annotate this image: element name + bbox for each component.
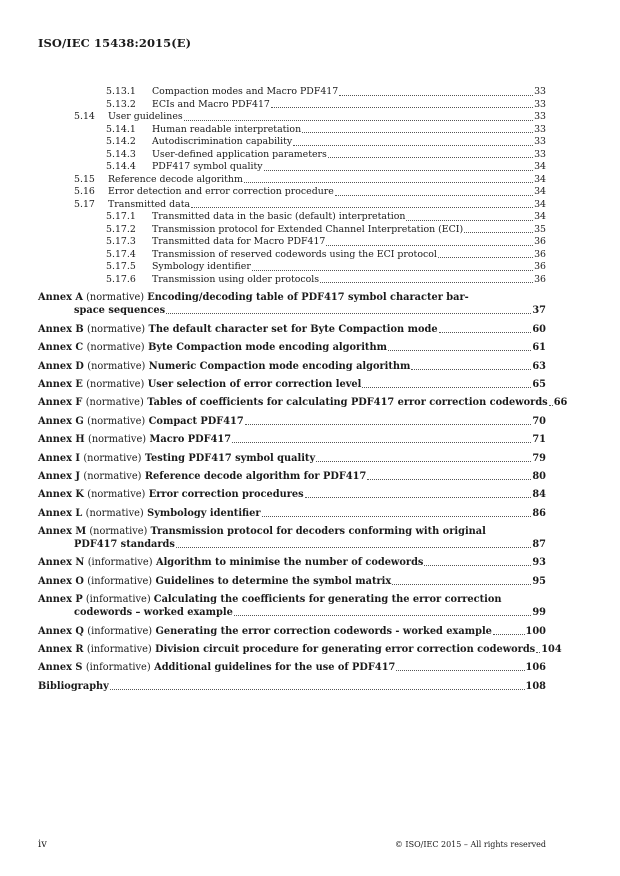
annex-type: (normative) <box>87 360 146 372</box>
annex-title: Tables of coefficients for calculating PDF417 error correction codewords <box>147 397 548 409</box>
annex-title: Encoding/decoding table of PDF417 symbol character bar- <box>147 292 469 304</box>
annex-type: (normative) <box>83 470 142 482</box>
toc-annex-d[interactable] <box>38 360 546 373</box>
section-number: 5.14.1 <box>106 123 136 135</box>
section-number: 5.17 <box>74 198 95 210</box>
leader-dots <box>245 424 532 425</box>
leader-dots <box>424 565 531 566</box>
leader-dots <box>232 442 531 443</box>
annex-type: (normative) <box>87 323 146 335</box>
section-title: Transmitted data for Macro PDF417 <box>152 236 326 247</box>
toc-bibliography[interactable] <box>38 680 546 693</box>
annex-page: 66 <box>553 397 568 409</box>
annex-page: 95 <box>532 575 546 587</box>
bibliography-title: Bibliography <box>38 680 109 692</box>
section-number: 5.14.4 <box>106 161 136 172</box>
annex-label: Annex C <box>38 342 84 354</box>
toc-annex-a[interactable] <box>38 291 546 317</box>
leader-dots <box>166 313 531 314</box>
section-title: Symbology identifier <box>152 261 251 272</box>
section-page: 36 <box>534 273 546 285</box>
toc-annex-q[interactable] <box>38 625 546 638</box>
section-page: 33 <box>534 86 546 97</box>
section-title: Transmission of reserved codewords using the ECI protocol <box>152 248 437 260</box>
toc-annex-m[interactable] <box>38 525 546 551</box>
annex-page: 100 <box>525 625 546 637</box>
annex-type: (normative) <box>87 489 146 501</box>
section-number: 5.17.1 <box>106 211 136 222</box>
toc-section-5-13-2[interactable] <box>38 99 546 112</box>
annex-title: Symbology identifier <box>147 507 261 519</box>
annex-title: Testing PDF417 symbol quality <box>144 452 316 464</box>
annex-label: Annex H <box>38 434 85 446</box>
annex-type: (normative) <box>87 415 146 427</box>
annex-type: (informative) <box>87 625 153 637</box>
annex-label: Annex A <box>38 292 83 304</box>
annex-type: (informative) <box>85 662 151 674</box>
annex-label: Annex Q <box>38 625 84 637</box>
annex-page: 63 <box>532 360 546 372</box>
leader-dots <box>438 257 533 258</box>
annex-label: Annex S <box>38 662 83 674</box>
leader-dots <box>392 584 531 585</box>
annex-label: Annex K <box>38 489 84 501</box>
toc-section-5-17-1[interactable] <box>38 211 546 224</box>
annex-page: 71 <box>532 434 546 446</box>
bibliography-page: 108 <box>525 680 546 692</box>
leader-dots <box>244 182 533 183</box>
section-title: Error detection and error correction procedure <box>108 186 334 197</box>
section-title: Reference decode algorithm <box>108 173 243 185</box>
leader-dots <box>176 547 531 548</box>
annex-page: 84 <box>532 489 546 501</box>
annex-title-cont: PDF417 standards <box>74 539 175 551</box>
annex-type: (normative) <box>86 342 145 354</box>
section-page: 35 <box>534 223 546 235</box>
toc-annex-n[interactable] <box>38 556 546 569</box>
annex-label: Annex I <box>38 452 80 464</box>
annex-page: 60 <box>532 323 546 335</box>
annex-label: Annex P <box>38 594 83 606</box>
annex-page: 70 <box>532 415 546 427</box>
section-number: 5.14 <box>74 111 95 122</box>
toc-section-5-17[interactable] <box>38 199 546 212</box>
section-page: 33 <box>534 148 546 160</box>
toc-annex-f[interactable] <box>38 396 568 409</box>
annex-title: The default character set for Byte Compaction mode <box>148 323 438 335</box>
annex-label: Annex J <box>38 470 80 482</box>
section-page: 34 <box>534 161 546 172</box>
section-title: User guidelines <box>108 111 183 122</box>
toc-annex-i[interactable] <box>38 452 546 465</box>
section-page: 34 <box>534 173 546 185</box>
section-page: 36 <box>534 261 546 272</box>
section-title: Compaction modes and Macro PDF417 <box>152 86 339 97</box>
section-number: 5.17.5 <box>106 261 136 272</box>
toc-section-5-14[interactable] <box>38 111 546 124</box>
leader-dots <box>493 634 525 635</box>
leader-dots <box>271 107 533 108</box>
toc-section-5-17-3[interactable] <box>38 236 546 249</box>
leader-dots <box>464 232 533 233</box>
leader-dots <box>234 615 532 616</box>
leader-dots <box>293 145 533 146</box>
annex-page: 80 <box>532 470 546 482</box>
annex-label: Annex B <box>38 323 84 335</box>
leader-dots <box>184 120 533 121</box>
leader-dots <box>549 405 553 406</box>
section-number: 5.17.3 <box>106 236 136 247</box>
leader-dots <box>264 170 534 171</box>
annex-type: (informative) <box>87 575 153 587</box>
annex-page: 99 <box>532 607 546 619</box>
annex-title: Division circuit procedure for generating error correction codewords <box>155 644 536 656</box>
annex-title: User selection of error correction level <box>147 378 362 390</box>
document-id-header: ISO/IEC 15438:2015(E) <box>38 36 192 50</box>
section-page: 36 <box>534 248 546 260</box>
annex-page: 106 <box>525 662 546 674</box>
section-page: 33 <box>534 111 546 122</box>
section-number: 5.14.2 <box>106 136 136 147</box>
toc-section-5-14-3[interactable] <box>38 149 546 162</box>
leader-dots <box>326 245 533 246</box>
annex-label: Annex R <box>38 644 84 656</box>
annex-title: Reference decode algorithm for PDF417 <box>144 470 367 482</box>
toc-annex-r[interactable] <box>38 643 562 656</box>
annex-label: Annex F <box>38 397 83 409</box>
leader-dots <box>411 369 531 370</box>
annex-type: (normative) <box>83 452 142 464</box>
section-number: 5.13.2 <box>106 98 136 110</box>
annex-page: 65 <box>532 378 546 390</box>
annex-label: Annex L <box>38 507 83 519</box>
section-title: Transmission using older protocols <box>152 273 320 285</box>
table-of-contents <box>38 86 568 693</box>
annex-title: Error correction procedures <box>148 489 304 501</box>
copyright-notice: © ISO/IEC 2015 – All rights reserved <box>394 840 546 849</box>
leader-dots <box>536 652 540 653</box>
annex-type: (informative) <box>87 557 153 569</box>
annex-page: 87 <box>532 539 546 551</box>
toc-annex-c[interactable] <box>38 341 546 354</box>
section-number: 5.17.2 <box>106 223 136 235</box>
section-number: 5.15 <box>74 173 95 185</box>
toc-section-5-17-2[interactable] <box>38 224 546 237</box>
annex-title: Generating the error correction codewords - worked example <box>155 625 492 637</box>
section-number: 5.13.1 <box>106 86 136 97</box>
leader-dots <box>110 689 525 690</box>
section-page: 34 <box>534 186 546 197</box>
leader-dots <box>362 387 531 388</box>
annex-type: (normative) <box>85 507 144 519</box>
annex-title: Numeric Compaction mode encoding algorithm <box>148 360 411 372</box>
annex-title: Transmission protocol for decoders conforming with original <box>150 526 486 538</box>
annex-type: (normative) <box>86 292 145 304</box>
toc-annex-l[interactable] <box>38 507 546 520</box>
annex-page: 61 <box>532 342 546 354</box>
leader-dots <box>262 516 532 517</box>
section-page: 33 <box>534 98 546 110</box>
annex-title: Macro PDF417 <box>149 434 232 446</box>
toc-section-5-17-5[interactable] <box>38 261 546 274</box>
toc-annex-s[interactable] <box>38 661 546 674</box>
section-page: 33 <box>534 123 546 135</box>
toc-annex-j[interactable] <box>38 470 546 483</box>
annex-title: Algorithm to minimise the number of codewords <box>155 557 424 569</box>
toc-annex-b[interactable] <box>38 323 546 336</box>
annex-title: Calculating the coefficients for generating the error correction <box>153 594 502 606</box>
leader-dots <box>388 350 531 351</box>
toc-section-5-14-4[interactable] <box>38 161 546 174</box>
annex-type: (normative) <box>86 378 145 390</box>
annex-label: Annex G <box>38 415 84 427</box>
section-page: 34 <box>534 198 546 210</box>
leader-dots <box>339 95 533 96</box>
toc-section-5-17-4[interactable] <box>38 249 546 262</box>
section-number: 5.16 <box>74 186 95 197</box>
annex-title-cont: space sequences <box>74 305 166 317</box>
section-page: 33 <box>534 136 546 147</box>
toc-section-5-14-1[interactable] <box>38 124 546 137</box>
section-number: 5.17.4 <box>106 248 136 260</box>
section-number: 5.14.3 <box>106 148 136 160</box>
annex-page: 104 <box>541 644 562 656</box>
leader-dots <box>320 282 533 283</box>
annex-page: 86 <box>532 507 546 519</box>
annex-label: Annex O <box>38 575 84 587</box>
annex-label: Annex E <box>38 378 83 390</box>
annex-title-cont: codewords – worked example <box>74 607 233 619</box>
leader-dots <box>328 157 533 158</box>
toc-section-5-16[interactable] <box>38 186 546 199</box>
annex-page: 37 <box>532 305 546 317</box>
section-number: 5.17.6 <box>106 273 136 285</box>
leader-dots <box>439 332 532 333</box>
leader-dots <box>302 132 533 133</box>
toc-annex-o[interactable] <box>38 575 546 588</box>
toc-annex-p[interactable] <box>38 593 546 619</box>
toc-annex-k[interactable] <box>38 488 546 501</box>
leader-dots <box>252 270 533 271</box>
toc-section-5-13-1[interactable] <box>38 86 546 99</box>
annex-title: Byte Compaction mode encoding algorithm <box>148 342 387 354</box>
annex-type: (informative) <box>86 644 152 656</box>
annex-page: 79 <box>532 452 546 464</box>
section-title: User-defined application parameters <box>152 148 327 160</box>
toc-annex-g[interactable] <box>38 415 546 428</box>
section-title: PDF417 symbol quality <box>152 161 263 172</box>
section-page: 34 <box>534 211 546 222</box>
annex-title: Guidelines to determine the symbol matrix <box>155 575 392 587</box>
section-page: 36 <box>534 236 546 247</box>
leader-dots <box>305 497 532 498</box>
annex-label: Annex D <box>38 360 84 372</box>
section-title: Human readable interpretation <box>152 123 302 135</box>
leader-dots <box>406 220 533 221</box>
toc-section-5-17-6[interactable] <box>38 274 546 287</box>
annex-page: 93 <box>532 557 546 569</box>
annex-title: Compact PDF417 <box>148 415 244 427</box>
leader-dots <box>191 207 533 208</box>
section-title: ECIs and Macro PDF417 <box>152 98 270 110</box>
annex-label: Annex N <box>38 557 85 569</box>
annex-type: (normative) <box>88 434 147 446</box>
annex-title: Additional guidelines for the use of PDF417 <box>154 662 396 674</box>
toc-section-5-14-2[interactable] <box>38 136 546 149</box>
section-title: Transmitted data in the basic (default) interpretation <box>152 211 406 222</box>
section-title: Autodiscrimination capability <box>152 136 293 147</box>
annex-label: Annex M <box>38 526 87 538</box>
annex-type: (normative) <box>89 526 148 538</box>
leader-dots <box>316 461 531 462</box>
section-title: Transmitted data <box>108 198 191 210</box>
annex-type: (normative) <box>85 397 144 409</box>
section-title: Transmission protocol for Extended Channel Interpretation (ECI) <box>152 223 464 235</box>
toc-annex-e[interactable] <box>38 378 546 391</box>
leader-dots <box>367 479 531 480</box>
leader-dots <box>335 195 533 196</box>
leader-dots <box>396 670 524 671</box>
page-number: iv <box>38 839 47 850</box>
toc-section-5-15[interactable] <box>38 174 546 187</box>
section-entries <box>38 86 546 286</box>
toc-annex-h[interactable] <box>38 433 546 446</box>
annex-type: (informative) <box>85 594 151 606</box>
